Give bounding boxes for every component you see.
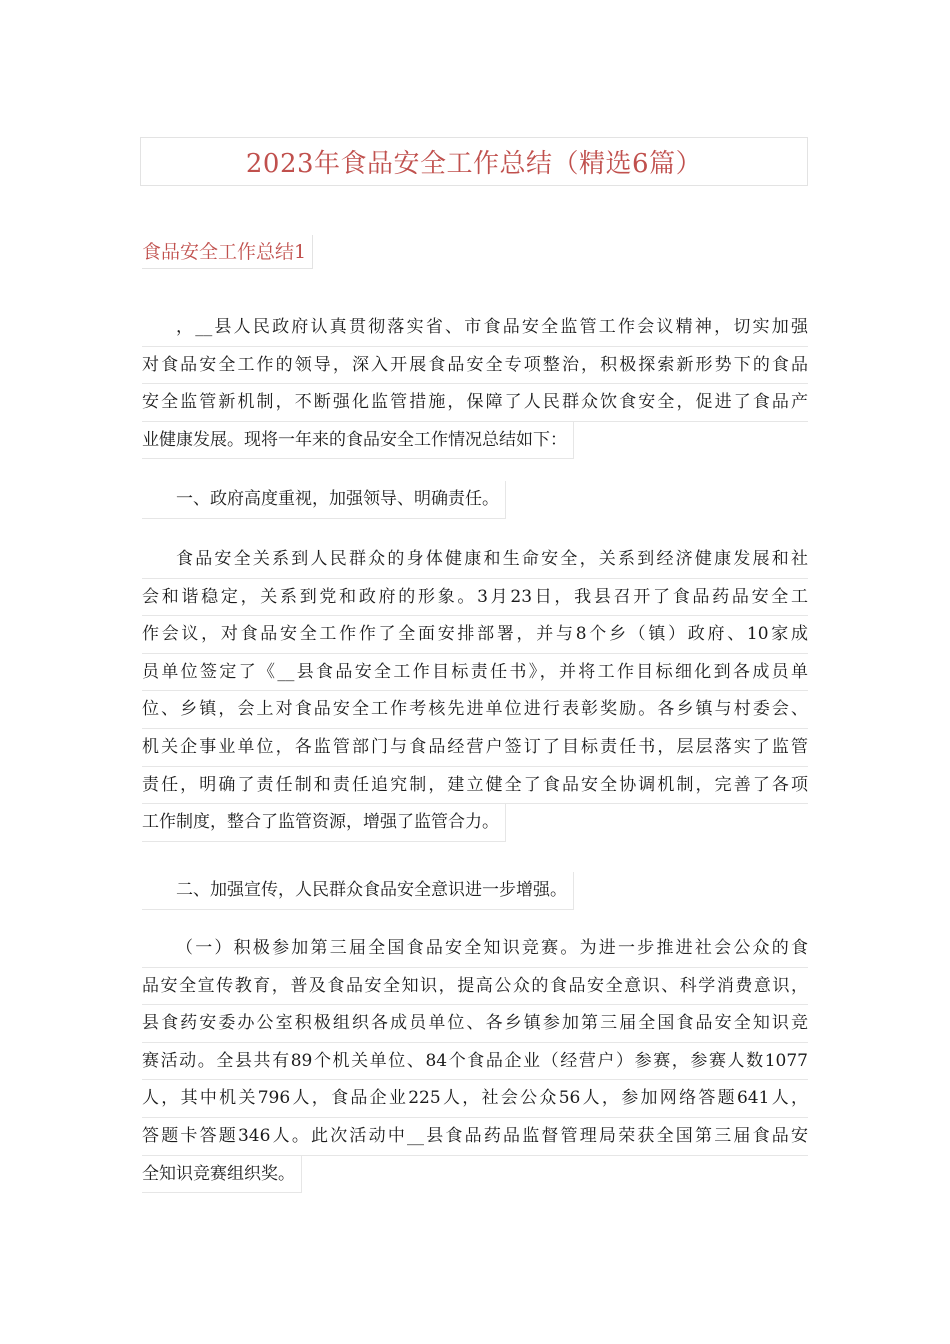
section-title: 食品安全工作总结1 — [142, 235, 313, 269]
text-line: （一）积极参加第三届全国食品安全知识竞赛。为进一步推进社会公众的食 — [142, 930, 808, 968]
heading-one — [142, 481, 808, 519]
text-line: ，__县人民政府认真贯彻落实省、市食品安全监管工作会议精神，切实加强 — [142, 309, 808, 347]
text-line: 安全监管新机制，不断强化监管措施，保障了人民群众饮食安全，促进了食品产 — [142, 384, 808, 422]
text-line: 答题卡答题346人。此次活动中__县食品药品监督管理局荣获全国第三届食品安 — [142, 1118, 808, 1156]
doc-title: 2023年食品安全工作总结（精选6篇） — [245, 149, 703, 179]
text-line: 对食品安全工作的领导，深入开展食品安全专项整治，积极探索新形势下的食品 — [142, 347, 808, 385]
paragraph-intro — [142, 309, 808, 459]
text-line: 二、加强宣传，人民群众食品安全意识进一步增强。 — [142, 872, 574, 910]
text-line: 县食药安委办公室积极组织各成员单位、各乡镇参加第三届全国食品安全知识竞 — [142, 1005, 808, 1043]
text-line: 会和谐稳定，关系到党和政府的形象。3月23日，我县召开了食品药品安全工 — [142, 579, 808, 617]
text-line: 责任，明确了责任制和责任追究制，建立健全了食品安全协调机制，完善了各项 — [142, 767, 808, 805]
text-line: 人，其中机关796人，食品企业225人，社会公众56人，参加网络答题641人， — [142, 1080, 808, 1118]
text-line: 食品安全关系到人民群众的身体健康和生命安全，关系到经济健康发展和社 — [142, 541, 808, 579]
heading-two — [142, 872, 808, 910]
doc-title-box — [140, 137, 808, 186]
text-line: 品安全宣传教育，普及食品安全知识，提高公众的食品安全意识、科学消费意识， — [142, 968, 808, 1006]
text-line: 全知识竞赛组织奖。 — [142, 1156, 302, 1194]
text-line: 工作制度，整合了监管资源，增强了监管合力。 — [142, 804, 506, 842]
paragraph-two — [142, 930, 808, 1193]
text-line: 一、政府高度重视，加强领导、明确责任。 — [142, 481, 506, 519]
text-line: 赛活动。全县共有89个机关单位、84个食品企业（经营户）参赛，参赛人数1077 — [142, 1043, 808, 1081]
text-line: 业健康发展。现将一年来的食品安全工作情况总结如下： — [142, 422, 574, 460]
text-line: 员单位签定了《__县食品安全工作目标责任书》，并将工作目标细化到各成员单 — [142, 654, 808, 692]
text-line: 机关企事业单位，各监管部门与食品经营户签订了目标责任书，层层落实了监管 — [142, 729, 808, 767]
paragraph-one — [142, 541, 808, 842]
text-line: 位、乡镇，会上对食品安全工作考核先进单位进行表彰奖励。各乡镇与村委会、 — [142, 691, 808, 729]
text-line: 作会议，对食品安全工作作了全面安排部署，并与8个乡（镇）政府、10家成 — [142, 616, 808, 654]
